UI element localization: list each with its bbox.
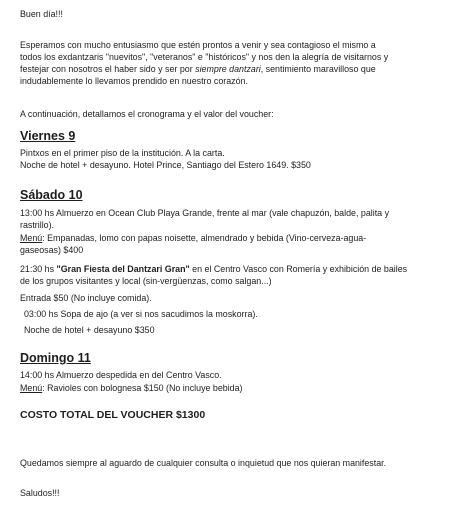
viernes-line-1: Pintxos en el primer piso de la institución. A la carta.: [20, 148, 225, 158]
sabado-line-5-time: 21:30 hs: [20, 264, 57, 274]
fiesta-name: "Gran Fiesta del Dantzari Gran": [56, 264, 190, 274]
schedule-intro: A continuación, detallamos el cronograma y el valor del voucher:: [20, 109, 274, 119]
signoff: Saludos!!!: [20, 488, 60, 498]
sabado-line-5: [20, 264, 442, 275]
intro-line-3: [20, 64, 442, 75]
domingo-heading: Domingo 11: [20, 351, 91, 365]
intro-line-1: Esperamos con mucho entusiasmo que estén prontos a venir y sea contagioso el mismo a: [20, 40, 376, 50]
sabado-line-2: rastrillo).: [20, 220, 55, 230]
intro-emphasis: siempre dantzari: [195, 64, 261, 74]
domingo-menu-line: [20, 383, 442, 394]
sabado-line-6: de los grupos visitantes y local (sin-vergüenzas, como salgan...): [20, 276, 272, 286]
sabado-line-8: 03:00 hs Sopa de ajo (a ver si nos sacudimos la moskorra).: [24, 309, 258, 319]
sabado-menu-text: : Empanadas, lomo con papas noisette, almendrado y bebida (Vino-cerveza-agua-: [42, 233, 367, 243]
domingo-line-1: 14:00 hs Almuerzo despedida en del Centro Vasco.: [20, 370, 222, 380]
domingo-menu-label: Menú: [20, 383, 43, 393]
sabado-line-4: gaseosas) $400: [20, 245, 84, 255]
sabado-line-1: 13:00 hs Almuerzo en Ocean Club Playa Grande, frente al mar (vale chapuzón, balde, palita y: [20, 208, 390, 218]
intro-line-3-start: festejar con nosotros el haber sido y ser por: [20, 64, 196, 74]
voucher-total: COSTO TOTAL DEL VOUCHER $1300: [20, 409, 206, 421]
sabado-menu-line: [20, 233, 442, 244]
sabado-line-9: Noche de hotel + desayuno $350: [24, 325, 155, 335]
sabado-line-7: Entrada $50 (No incluye comida).: [20, 293, 152, 303]
greeting: Buen día!!!: [20, 9, 63, 19]
sabado-menu-label: Menú: [20, 233, 43, 243]
sabado-heading: Sábado 10: [20, 188, 83, 202]
viernes-line-2: Noche de hotel + desayuno. Hotel Prince, Santiago del Estero 1649. $350: [20, 160, 311, 170]
sabado-line-5-end: en el Centro Vasco con Romería y exhibición de bailes: [189, 264, 408, 274]
intro-line-4: indudablemente lo llevamos prendido en nuestro corazón.: [20, 76, 248, 86]
intro-line-3-end: , sentimiento maravilloso que: [260, 64, 376, 74]
closing-line: Quedamos siempre al aguardo de cualquier consulta o inquietud que nos quieran manifestar.: [20, 458, 387, 468]
intro-line-2: todos los exdantzaris "nuevitos", "veteranos" e "históricos" y nos den la alegría de visitarnos y: [20, 52, 389, 62]
domingo-menu-text: : Ravioles con bolognesa $150 (No incluye bebida): [42, 383, 243, 393]
viernes-heading: Viernes 9: [20, 129, 76, 143]
